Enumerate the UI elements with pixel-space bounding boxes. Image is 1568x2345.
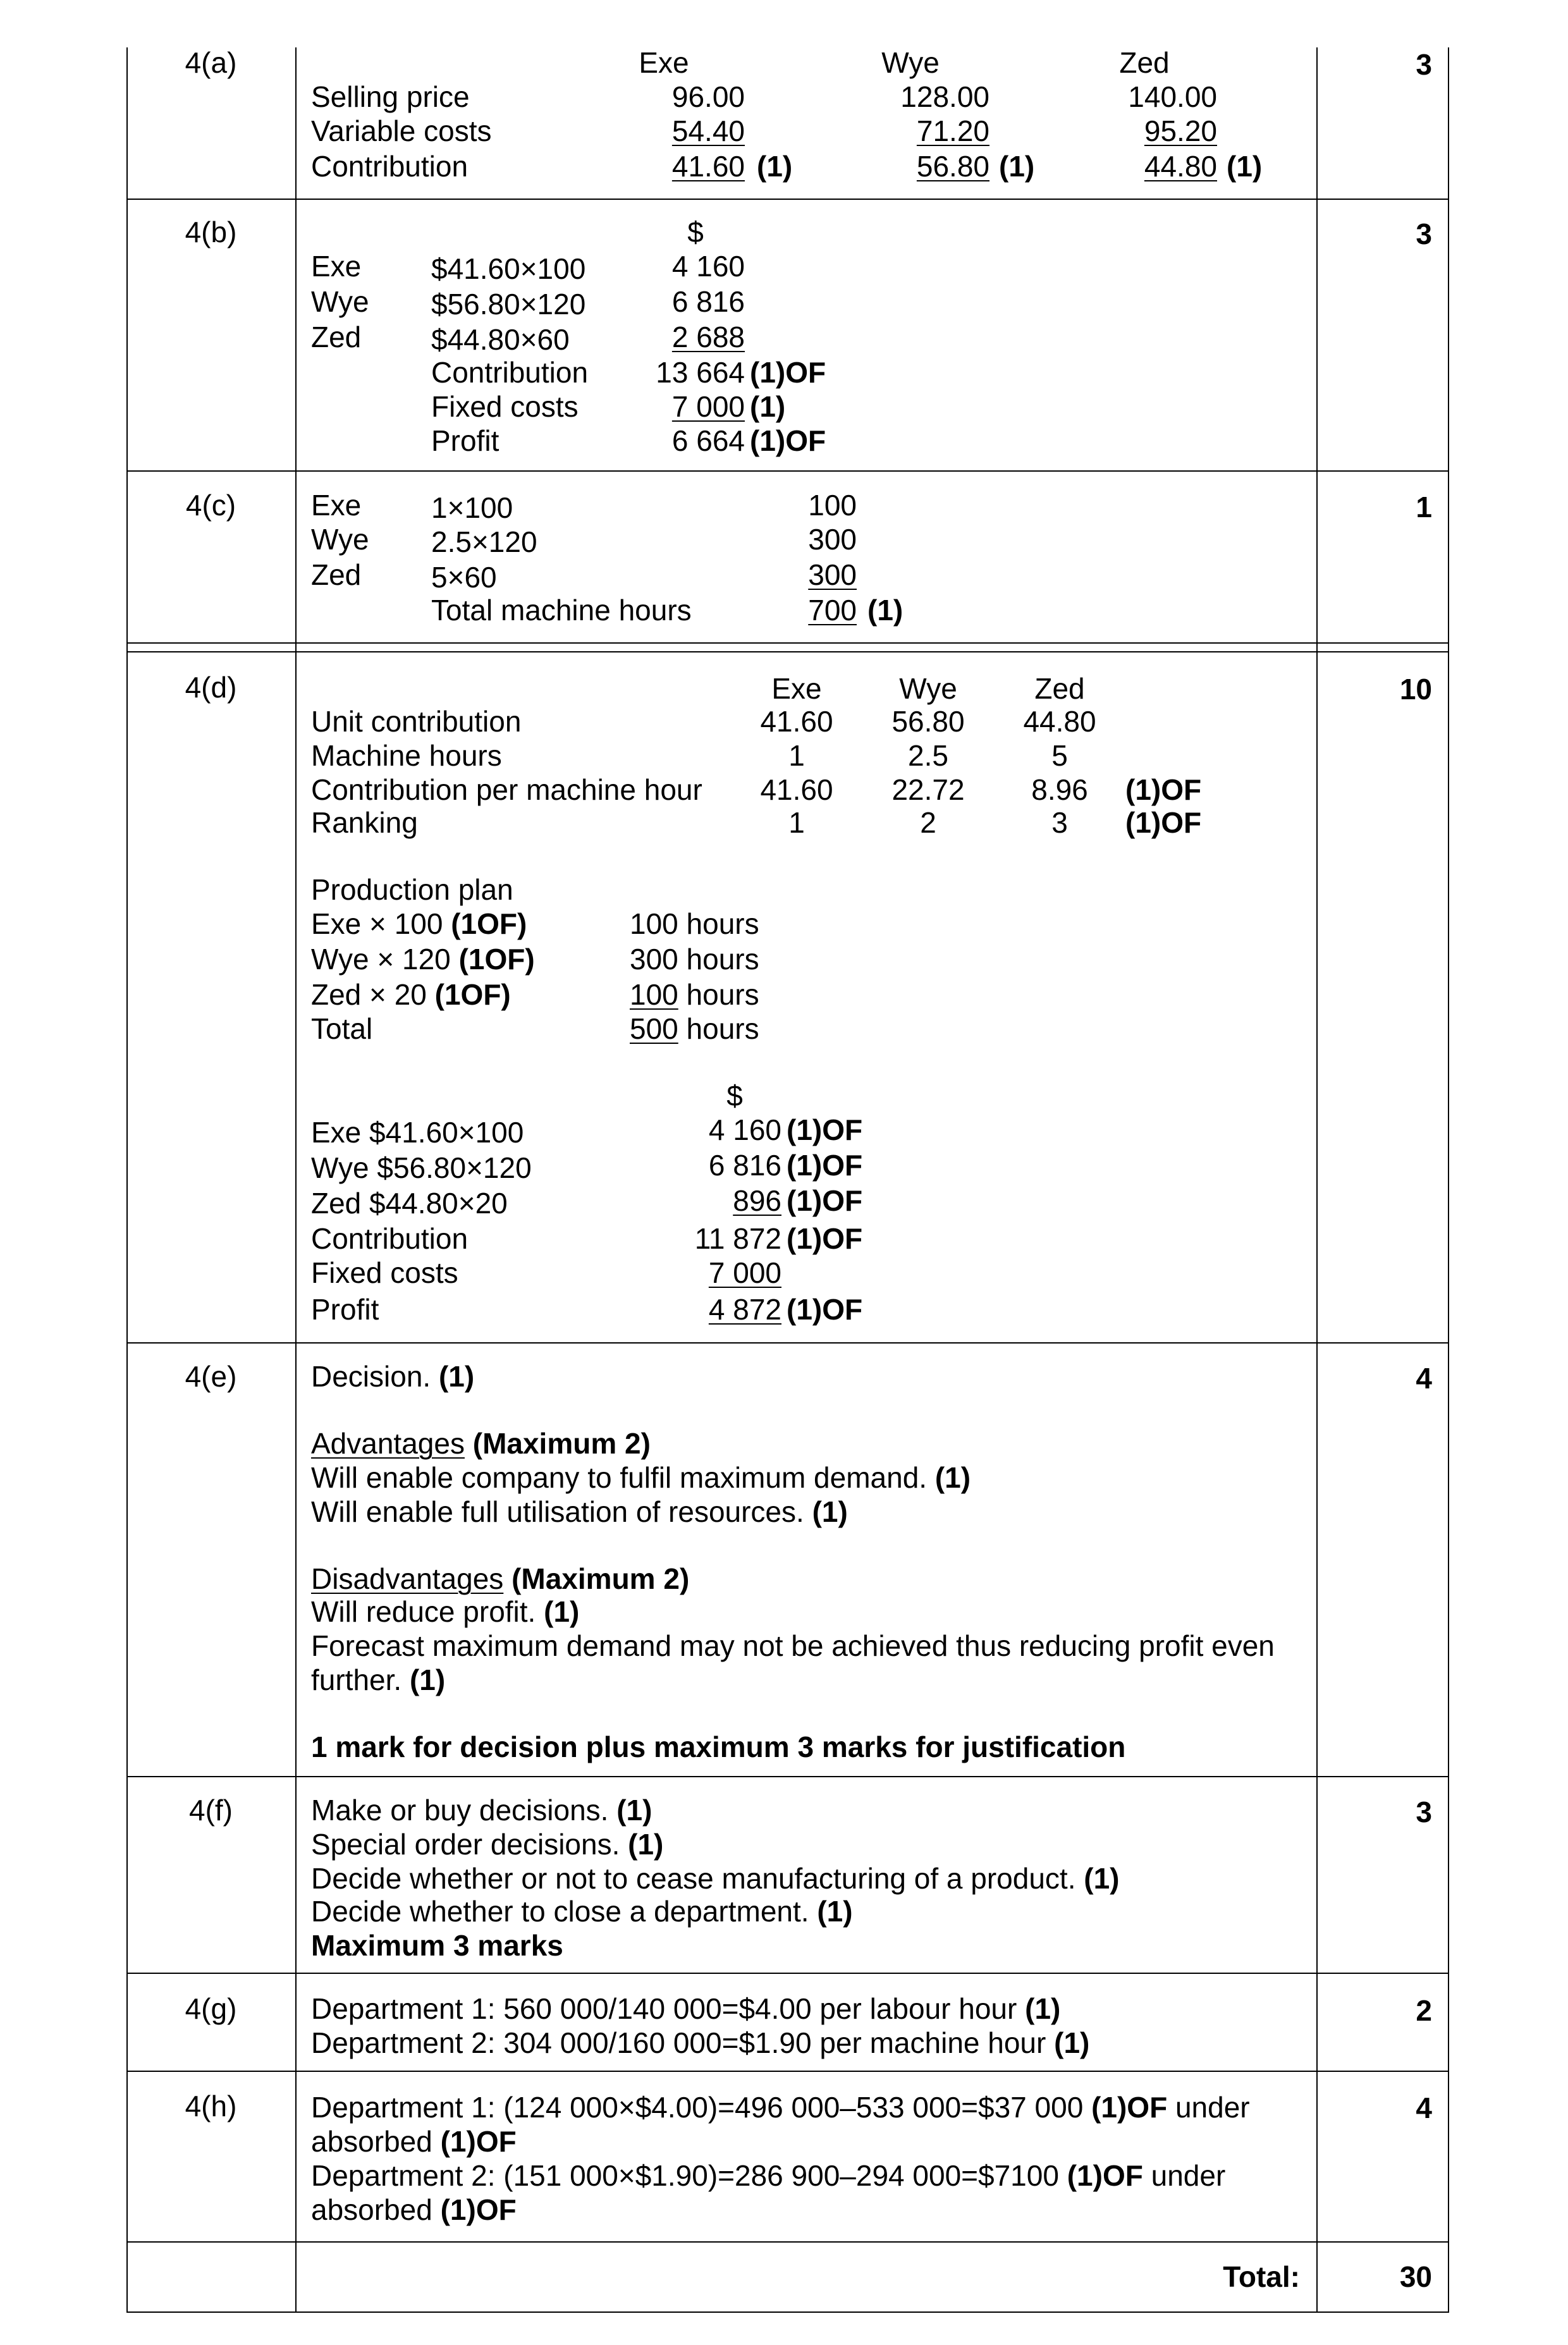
total-label: Contribution [431, 356, 589, 389]
calc-line [311, 1992, 1060, 2026]
question-number: 4(c) [185, 489, 236, 522]
calc-value: 6 816 [671, 285, 745, 318]
calc-label: Profit [311, 1293, 379, 1326]
disadvantages-title: Disadvantages [311, 1562, 504, 1595]
mark-annotation: (1OF) [451, 907, 527, 940]
calc-value: 100 [808, 489, 857, 522]
max-marks-note: Maximum 3 marks [311, 1929, 563, 1962]
row-divider [126, 1776, 1449, 1777]
product-name: Zed [311, 321, 362, 353]
cell-value: 56.80 [891, 705, 965, 738]
col-header-exe: Exe [639, 46, 689, 79]
plan-hours-unit: hours [686, 907, 759, 940]
question-marks: 3 [1416, 217, 1432, 250]
mark-annotation: (1) [757, 150, 793, 183]
mark-annotation: (1)OF [787, 1149, 863, 1182]
calc-line [311, 2124, 517, 2158]
mark-annotation: (1)OF [1125, 806, 1202, 839]
plan-hours [630, 907, 759, 941]
mark-annotation: (1OF) [434, 978, 511, 1011]
cell-value: 44.80 [1144, 150, 1217, 183]
mark-annotation: (1) [628, 1828, 664, 1861]
calc-value: 2 688 [671, 321, 745, 353]
product-name: Wye [311, 523, 369, 556]
mark-annotation: (1)OF [1067, 2159, 1143, 2192]
production-plan-title: Production plan [311, 873, 513, 906]
row-label: Variable costs [311, 114, 492, 147]
mark-annotation: (1) [934, 1461, 971, 1494]
item-text: Decide whether or not to cease manufacturing of a product. [311, 1862, 1076, 1895]
total-value: 13 664 [656, 356, 745, 389]
total-label: Profit [431, 424, 499, 457]
calc-value: 11 872 [694, 1222, 781, 1255]
product-name: Wye [311, 285, 369, 318]
calc-text: absorbed [311, 2125, 432, 2158]
cell-value: 56.80 [916, 150, 989, 183]
row-label: Ranking [311, 806, 418, 839]
row-label: Machine hours [311, 739, 502, 772]
item-text: further. [311, 1663, 402, 1696]
mark-annotation: (1)OF [750, 356, 826, 389]
mark-annotation: (1)OF [1125, 773, 1202, 806]
calc-label: Wye $56.80×120 [311, 1151, 532, 1184]
calc-label: Exe $41.60×100 [311, 1116, 524, 1149]
plan-hours-value: 300 [630, 943, 678, 976]
justification-note: 1 mark for decision plus maximum 3 marks for justification [311, 1730, 1126, 1763]
product-name: Exe [311, 489, 362, 522]
product-name: Exe [311, 250, 362, 283]
mark-annotation: (1) [616, 1794, 652, 1827]
mark-annotation: (1)OF [440, 2193, 517, 2226]
currency-header: $ [726, 1079, 743, 1112]
row-divider [126, 651, 1449, 652]
calc-value: 300 [808, 523, 857, 556]
calc-value: 4 872 [708, 1293, 781, 1326]
row-label: Selling price [311, 80, 470, 113]
question-marks: 3 [1416, 1796, 1432, 1828]
calc-tail: under [1151, 2159, 1226, 2192]
plan-hours-value: 100 [630, 907, 678, 940]
list-item [311, 1827, 663, 1861]
question-marks: 4 [1416, 2091, 1432, 2124]
mark-annotation: (1) [817, 1895, 853, 1928]
question-marks: 10 [1399, 673, 1432, 706]
table-border-bottom [126, 2311, 1449, 2313]
plan-label: Total [311, 1012, 373, 1045]
question-marks: 3 [1416, 48, 1432, 81]
item-text: Make or buy decisions. [311, 1794, 609, 1827]
calc-text: absorbed [311, 2193, 432, 2226]
total-value: 7 000 [671, 390, 745, 423]
advantages-title: Advantages [311, 1427, 465, 1460]
mark-annotation: (1)OF [1091, 2091, 1168, 2124]
plan-hours-value: 100 [630, 978, 678, 1011]
advantage-item [311, 1460, 971, 1495]
row-label: Unit contribution [311, 705, 522, 738]
mark-annotation: (1) [812, 1495, 848, 1528]
cell-value: 22.72 [891, 773, 965, 806]
mark-annotation: (1)OF [787, 1113, 863, 1146]
plan-hours [630, 977, 759, 1012]
disadvantages-heading [311, 1562, 689, 1596]
calc-text: 1×100 [431, 491, 513, 524]
row-divider [126, 1342, 1449, 1344]
plan-hours-unit: hours [686, 1012, 759, 1045]
calc-text: $44.80×60 [431, 323, 570, 356]
calc-label: Contribution [311, 1222, 469, 1255]
advantages-heading [311, 1426, 651, 1460]
calc-text: $56.80×120 [431, 288, 586, 321]
cell-value: 8.96 [1031, 773, 1088, 806]
list-item [311, 1793, 652, 1827]
row-divider [126, 2071, 1449, 2072]
row-divider [126, 470, 1449, 472]
item-text: Will enable company to fulfil maximum demand. [311, 1461, 928, 1494]
mark-annotation: (1) [1084, 1862, 1120, 1895]
col-header-wye: Wye [881, 46, 940, 79]
mark-annotation: (1) [1054, 2026, 1090, 2059]
mark-annotation: (1OF) [458, 943, 535, 976]
col-header-exe: Exe [771, 672, 822, 705]
mark-annotation: (1)OF [440, 2125, 517, 2158]
currency-header: $ [687, 216, 704, 248]
calc-value: 4 160 [671, 250, 745, 283]
cell-value: 44.80 [1023, 705, 1096, 738]
mark-annotation: (1) [409, 1663, 446, 1696]
total-value: 6 664 [671, 424, 745, 457]
list-item [311, 1894, 853, 1928]
question-number: 4(d) [185, 671, 237, 704]
question-number: 4(b) [185, 216, 237, 248]
cell-value: 1 [788, 806, 805, 839]
plan-item [311, 1012, 372, 1046]
calc-text: 5×60 [431, 561, 497, 594]
col-header-wye: Wye [899, 672, 957, 705]
plan-hours [630, 942, 759, 976]
question-number: 4(e) [185, 1360, 237, 1393]
question-number: 4(h) [185, 2090, 237, 2122]
question-number: 4(g) [185, 1992, 237, 2025]
cell-value: 71.20 [916, 114, 989, 147]
row-label: Contribution [311, 150, 469, 183]
cell-value: 128.00 [900, 80, 989, 113]
col-header-zed: Zed [1119, 46, 1170, 79]
mark-annotation: (1)OF [750, 424, 826, 457]
plan-item [311, 942, 535, 976]
question-number: 4(f) [189, 1794, 233, 1827]
calc-text: Department 2: 304 000/160 000=$1.90 per machine hour [311, 2026, 1046, 2059]
calc-text: Department 1: (124 000×$4.00)=496 000–533 000=$37 000 [311, 2091, 1084, 2124]
max-note: (Maximum 2) [472, 1427, 651, 1460]
disadvantage-item [311, 1595, 579, 1629]
calc-value: 6 816 [708, 1149, 781, 1182]
calc-value: 300 [808, 558, 857, 591]
question-marks: 2 [1416, 1994, 1432, 2027]
total-label: Total machine hours [431, 594, 692, 627]
disadvantage-item-line2 [311, 1663, 445, 1697]
calc-text: 2.5×120 [431, 525, 537, 558]
calc-line [311, 2193, 517, 2227]
calc-value: 4 160 [708, 1113, 781, 1146]
question-marks: 4 [1416, 1362, 1432, 1395]
calc-label: Fixed costs [311, 1256, 458, 1289]
total-value: 700 [808, 594, 857, 627]
row-divider [126, 2241, 1449, 2243]
cell-value: 41.60 [760, 705, 833, 738]
row-divider [126, 642, 1449, 644]
plan-item [311, 907, 527, 941]
max-note: (Maximum 2) [511, 1562, 690, 1595]
mark-annotation: (1) [750, 390, 786, 423]
cell-value: 1 [788, 739, 805, 772]
cell-value: 54.40 [671, 114, 745, 147]
mark-annotation: (1) [999, 150, 1035, 183]
mark-annotation: (1)OF [787, 1222, 863, 1255]
item-text: Will reduce profit. [311, 1595, 536, 1628]
advantage-item [311, 1495, 848, 1529]
cell-value: 96.00 [671, 80, 745, 113]
plan-label: Zed × 20 [311, 978, 427, 1011]
question-number: 4(a) [185, 46, 237, 79]
mark-annotation: (1) [867, 594, 903, 627]
plan-hours-unit: hours [686, 978, 759, 1011]
calc-line [311, 2158, 1225, 2193]
col-header-zed: Zed [1034, 672, 1085, 705]
decision-line [311, 1359, 474, 1393]
calc-line [311, 2090, 1250, 2124]
plan-label: Wye × 120 [311, 943, 451, 976]
mark-annotation: (1) [544, 1595, 580, 1628]
disadvantage-item-line1: Forecast maximum demand may not be achieved thus reducing profit even [311, 1629, 1275, 1662]
mark-annotation: (1) [1025, 1992, 1061, 2025]
cell-value: 41.60 [671, 150, 745, 183]
product-name: Zed [311, 558, 362, 591]
row-divider [126, 199, 1449, 200]
total-value: 30 [1399, 2260, 1432, 2293]
calc-label: Zed $44.80×20 [311, 1187, 508, 1220]
cell-value: 95.20 [1144, 114, 1217, 147]
cell-value: 2 [920, 806, 936, 839]
calc-text: Department 2: (151 000×$1.90)=286 900–294 000=$7100 [311, 2159, 1059, 2192]
plan-label: Exe × 100 [311, 907, 443, 940]
total-label: Total: [1223, 2260, 1300, 2293]
mark-annotation: (1) [1227, 150, 1263, 183]
decision-text: Decision. [311, 1360, 431, 1393]
item-text: Decide whether to close a department. [311, 1895, 809, 1928]
mark-annotation: (1)OF [787, 1293, 863, 1326]
plan-item [311, 977, 511, 1012]
calc-value: 7 000 [708, 1256, 781, 1289]
cell-value: 2.5 [908, 739, 948, 772]
total-label: Fixed costs [431, 390, 579, 423]
item-text: Special order decisions. [311, 1828, 620, 1861]
calc-value: 896 [733, 1184, 781, 1217]
cell-value: 3 [1051, 806, 1068, 839]
calc-text: $41.60×100 [431, 252, 586, 285]
row-label: Contribution per machine hour [311, 773, 702, 806]
plan-hours-unit: hours [686, 943, 759, 976]
mark-annotation: (1) [438, 1360, 475, 1393]
cell-value: 41.60 [760, 773, 833, 806]
plan-hours-value: 500 [630, 1012, 678, 1045]
mark-annotation: (1)OF [787, 1184, 863, 1217]
cell-value: 5 [1051, 739, 1068, 772]
calc-tail: under [1175, 2091, 1250, 2124]
question-marks: 1 [1416, 491, 1432, 523]
calc-line [311, 2026, 1089, 2060]
list-item [311, 1861, 1120, 1895]
cell-value: 140.00 [1128, 80, 1217, 113]
plan-hours [630, 1012, 759, 1046]
calc-text: Department 1: 560 000/140 000=$4.00 per labour hour [311, 1992, 1017, 2025]
item-text: Will enable full utilisation of resources. [311, 1495, 804, 1528]
row-divider [126, 1973, 1449, 1974]
